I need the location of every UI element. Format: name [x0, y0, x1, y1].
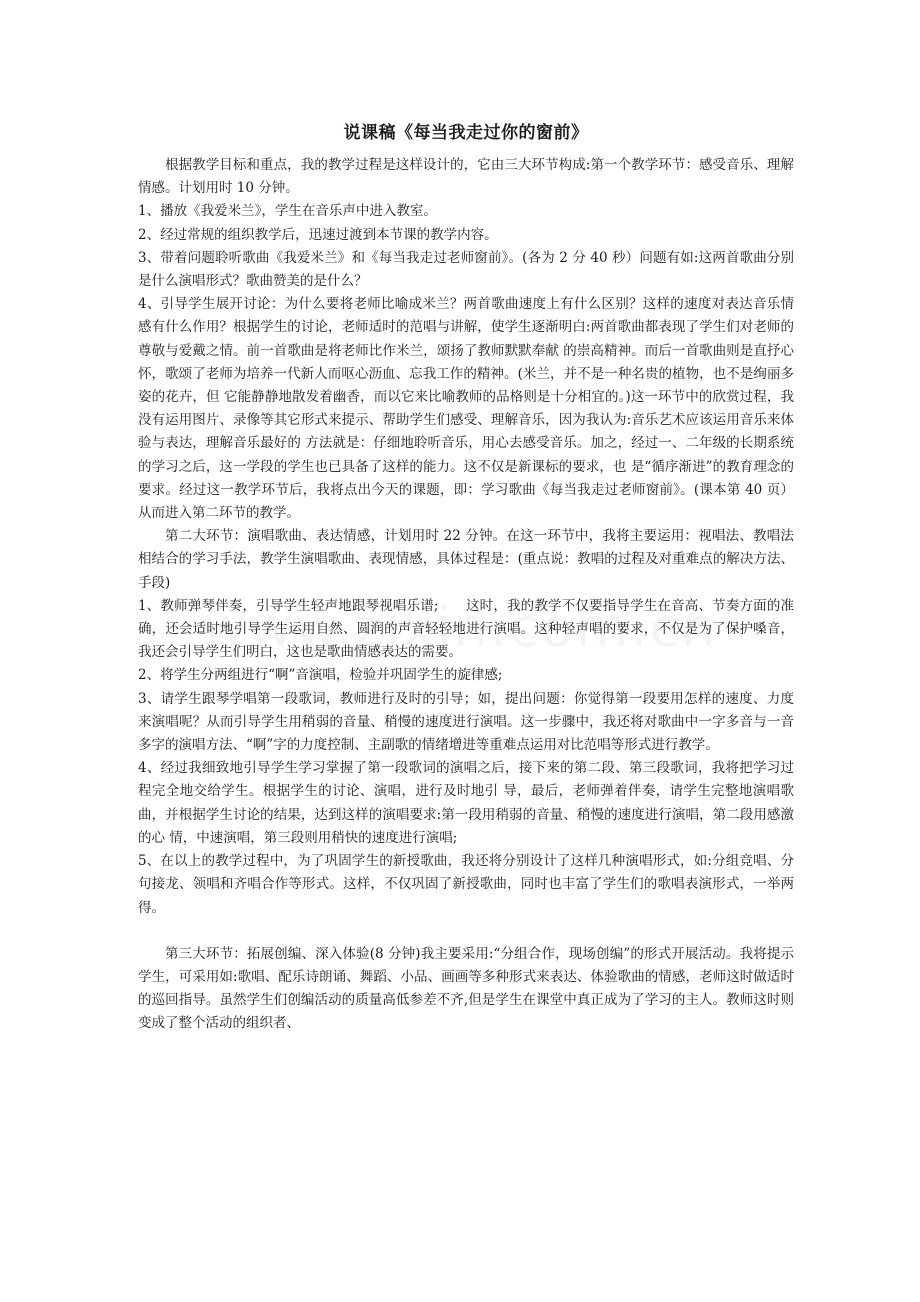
paragraph-step-1-4: 4、引导学生展开讨论：为什么要将老师比喻成米兰？两首歌曲速度上有什么区别？这样的速度对表达音乐情感有什么作用？根据学生的讨论，老师适时的范唱与讲解，使学生逐渐明白:两首歌曲都表现了学生们对老师的尊敬与爱戴之情。前一首歌曲是将老师比作米兰，颂扬了教师默默奉献 的崇高精神。而后一首歌曲则是直抒心怀，歌颂了老师为培养一代新人而呕心沥血、忘我工作的精神。(米兰，并不是一种名贵的植物，也不是绚丽多姿的花卉，但 它能静静地散发着幽香，而以它来比喻教师的品格则是十分相宜的。)这一环节中的欣赏过程，我没有运用图片、录像等其它形式来提示、帮助学生们感受、理解音乐，因为我认为:音乐艺术应该运用音乐来体验与表达，理解音乐最好的 方法就是：仔细地聆听音乐，用心去感受音乐。加之，经过一、二年级的长期系统的学习之后，这一学段的学生也已具备了这样的能力。这不仅是新课标的要求，也 是“循序渐进”的教育理念的要求。经过这一教学环节后，我将点出今天的课题，即：学习歌曲《每当我走过老师窗前》。(课本第 40 页）从而进入第二环节的教学。: [138, 296, 794, 522]
paragraph-step-2-3: 3、请学生跟琴学唱第一段歌词，教师进行及时的引导；如，提出问题：你觉得第一段要用怎样的速度、力度来演唱呢？从而引导学生用稍弱的音量、稍慢的速度进行演唱。这一步骤中，我还将对歌曲中一字多音与一音多字的演唱方法、“啊”字的力度控制、主副歌的情绪增进等重难点运用对比范唱等形式进行教学。: [138, 690, 794, 754]
paragraph-step-1-3: 3、带着问题聆听歌曲《我爱米兰》和《每当我走过老师窗前》。(各为 2 分 40 秒）问题有如:这两首歌曲分别是什么演唱形式？歌曲赞美的是什么？: [138, 249, 794, 290]
paragraph-spacer: [138, 920, 794, 943]
paragraph-step-1-2: 2、经过常规的组织教学后，迅速过渡到本节课的教学内容。: [138, 226, 498, 243]
paragraph-step-2-1: 1、教师弹琴伴奏，引导学生轻声地跟琴视唱乐谱; 这时，我的教学不仅要指导学生在音高、节奏方面的准确，还会适时地引导学生运用自然、圆润的声音轻轻地进行演唱。这种轻声唱的要求，不仅是为了保护嗓音，我还会引导学生们明白，这也是歌曲情感表达的需要。: [138, 597, 794, 661]
paragraph-intro: 根据教学目标和重点，我的教学过程是这样设计的，它由三大环节构成:第一个教学环节：感受音乐、理解情感。计划用时 10 分钟。: [138, 157, 794, 197]
paragraph-section-3: 第三大环节：拓展创编、深入体验(8 分钟)我主要采用:“分组合作，现场创编”的形式开展活动。我将提示学生，可采用如:歌唱、配乐诗朗诵、舞蹈、小品、画画等多种形式来表达、体验歌曲的情感，老师这时做适时的巡回指导。虽然学生们创编活动的质量高低参差不齐,但是学生在课堂中真正成为了学习的主人。教师这时则变成了整个活动的组织者、: [138, 945, 794, 1032]
paragraph-step-2-2: 2、将学生分两组进行“啊”音演唱，检验并巩固学生的旋律感;: [138, 667, 503, 684]
paragraph-step-1-1: 1、播放《我爱米兰》，学生在音乐声中进入教室。: [138, 203, 437, 220]
paragraph-step-2-5: 5、在以上的教学过程中，为了巩固学生的新授歌曲，我还将分别设计了这样几种演唱形式，如:分组竞唱、分句接龙、领唱和齐唱合作等形式。这样，不仅巩固了新授歌曲，同时也丰富了学生们的歌唱表演形式，一举两得。: [138, 853, 794, 916]
paragraph-step-2-4: 4、经过我细致地引导学生学习掌握了第一段歌词的演唱之后，接下来的第二段、第三段歌词，我将把学习过程完全地交给学生。根据学生的讨论、演唱，进行及时地引 导，最后，老师弹着伴奏，请学生完整地演唱歌曲，并根据学生讨论的结果，达到这样的演唱要求:第一段用稍弱的音量、稍慢的速度进行演唱，第二段用感激的心 情，中速演唱，第三段则用稍快的速度进行演唱;: [138, 760, 794, 846]
document-title: 说课稿《每当我走过你的窗前》: [343, 123, 589, 143]
paragraph-section-2: 第二大环节：演唱歌曲、表达情感，计划用时 22 分钟。在这一环节中，我将主要运用：视唱法、教唱法相结合的学习手法，教学生演唱歌曲、表现情感，具体过程是：(重点说：教唱的过程及对重难点的解决方法、手段): [138, 528, 794, 591]
document-page: [138, 120, 794, 1036]
